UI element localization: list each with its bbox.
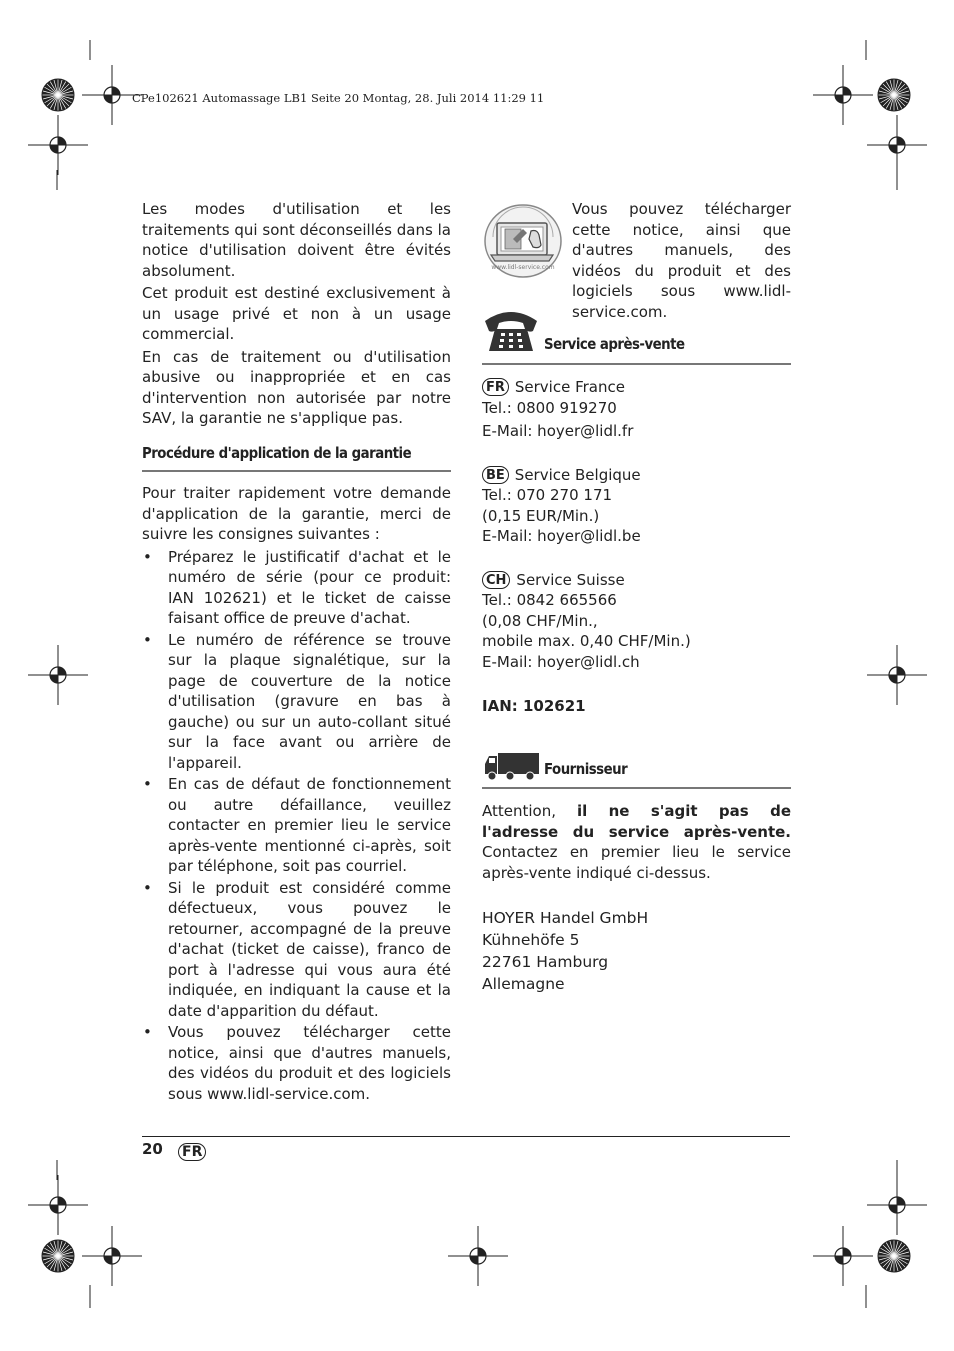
list-item: • Vous pouvez télécharger cette notice, ainsi que d'autres manuels, des vidéos du produit et des logiciels sous www.lidl-service.com.	[143, 1023, 451, 1103]
service-switzerland-phone: Tel.: 0842 665566	[482, 591, 617, 609]
service-switzerland-rate: (0,08 CHF/Min.,	[482, 611, 598, 630]
service-heading-rule	[482, 363, 791, 365]
service-switzerland-email: E-Mail: hoyer@lidl.ch	[482, 652, 640, 671]
service-belgium-rate: (0,15 EUR/Min.)	[482, 506, 600, 525]
supplier-heading: Fournisseur	[544, 760, 628, 778]
list-item: • En cas de défaut de fonctionnement ou autre défaillance, veuillez contacter en premier lieu le service après-vente mentionné ci-après, soit par téléphone, soit pas courriel.	[143, 775, 451, 875]
footer-rule	[142, 1136, 790, 1137]
attention-bold: il ne s'agit pas de l'adresse du service après-vente.	[482, 802, 791, 841]
warranty-intro: Pour traiter rapidement votre demande d'application de la garantie, merci de suivre les consignes suivantes :	[142, 484, 451, 543]
bullet-glyph: •	[143, 878, 152, 897]
supplier-notice	[482, 801, 791, 883]
be-badge: BE	[482, 466, 509, 484]
delivery-truck-icon	[484, 752, 540, 786]
bullet-glyph: •	[143, 630, 152, 649]
service-belgium-phone: Tel.: 070 270 171	[482, 486, 613, 504]
service-heading: Service après-vente	[544, 335, 685, 353]
supplier-address	[482, 907, 648, 995]
list-item: • Le numéro de référence se trouve sur la plaque signalétique, sur la page de couverture de la notice d'utilisation (gravure en bas à gauche) ou sur un auto-collant situé sur la face avant ou arrière de l'appareil.	[143, 630, 451, 772]
print-header: CPe102621 Automassage LB1 Seite 20 Montag, 28. Juli 2014 11:29 11	[132, 91, 545, 105]
telephone-icon	[483, 307, 539, 359]
attention-lead: Attention,	[482, 802, 556, 820]
service-belgium-title: BE Service Belgique	[482, 465, 791, 486]
bullet-glyph: •	[143, 547, 152, 566]
service-switzerland-title: CH Service Suisse	[482, 570, 791, 591]
ian-number: IAN: 102621	[482, 697, 586, 715]
service-belgium-email: E-Mail: hoyer@lidl.be	[482, 527, 641, 545]
warranty-procedure-heading: Procédure d'application de la garantie	[142, 443, 412, 462]
address-line: Allemagne	[482, 975, 565, 993]
attention-rest: Contactez en premier lieu le service après-vente indiqué ci-dessus.	[482, 843, 791, 882]
paragraph-private-use: Cet produit est destiné exclusivement à un usage privé et non à un usage commercial.	[142, 284, 451, 343]
page-number: 20	[142, 1140, 163, 1158]
left-column	[142, 199, 451, 1105]
download-url: www.lidl-service.com.	[572, 282, 791, 321]
list-item: • Si le produit est considéré comme défectueux, vous pouvez le retourner, accompagné de la preuve d'achat (ticket de caisse), franco de port à l'adresse qui vous aura été indiquée, en indiquant la cause et la date d'apparition du défaut.	[143, 878, 451, 1020]
service-france-title: FR Service France	[482, 377, 791, 398]
warranty-steps-list	[142, 547, 451, 1105]
supplier-heading-rule	[482, 787, 791, 789]
service-france-email: E-Mail: hoyer@lidl.fr	[482, 422, 634, 440]
address-line: 22761 Hamburg	[482, 953, 609, 971]
service-contacts	[482, 377, 791, 717]
paragraph-warranty-void: En cas de traitement ou d'utilisation abusive ou inappropriée et en cas d'intervention non autorisée par notre SAV, la garantie ne s'applique pas.	[142, 347, 451, 427]
bullet-glyph: •	[143, 775, 152, 793]
language-badge: FR	[178, 1142, 212, 1161]
ch-badge: CH	[482, 571, 510, 589]
svg-text:www.lidl-service.com: www.lidl-service.com	[491, 264, 555, 271]
fr-badge: FR	[482, 378, 509, 396]
list-item: • Préparez le justificatif d'achat et le numéro de série (pour ce produit: IAN 102621) et le ticket de caisse faisant office de preuve d'achat.	[143, 547, 451, 627]
bullet-glyph: •	[143, 1023, 152, 1041]
paragraph-usage-modes: Les modes d'utilisation et les traitements qui sont déconseillés dans la notice d'utilisation doivent être évités absolument.	[142, 200, 451, 280]
service-france-phone: Tel.: 0800 919270	[482, 398, 617, 417]
download-laptop-icon	[483, 203, 563, 283]
service-switzerland-mobile: mobile max. 0,40 CHF/Min.)	[482, 632, 691, 650]
download-info	[572, 199, 791, 322]
address-line: Kühnehöfe 5	[482, 931, 580, 949]
download-text: Vous pouvez télécharger cette notice, ainsi que d'autres manuels, des vidéos du produit et des logiciels sous	[572, 200, 791, 300]
address-line: HOYER Handel GmbH	[482, 909, 649, 927]
